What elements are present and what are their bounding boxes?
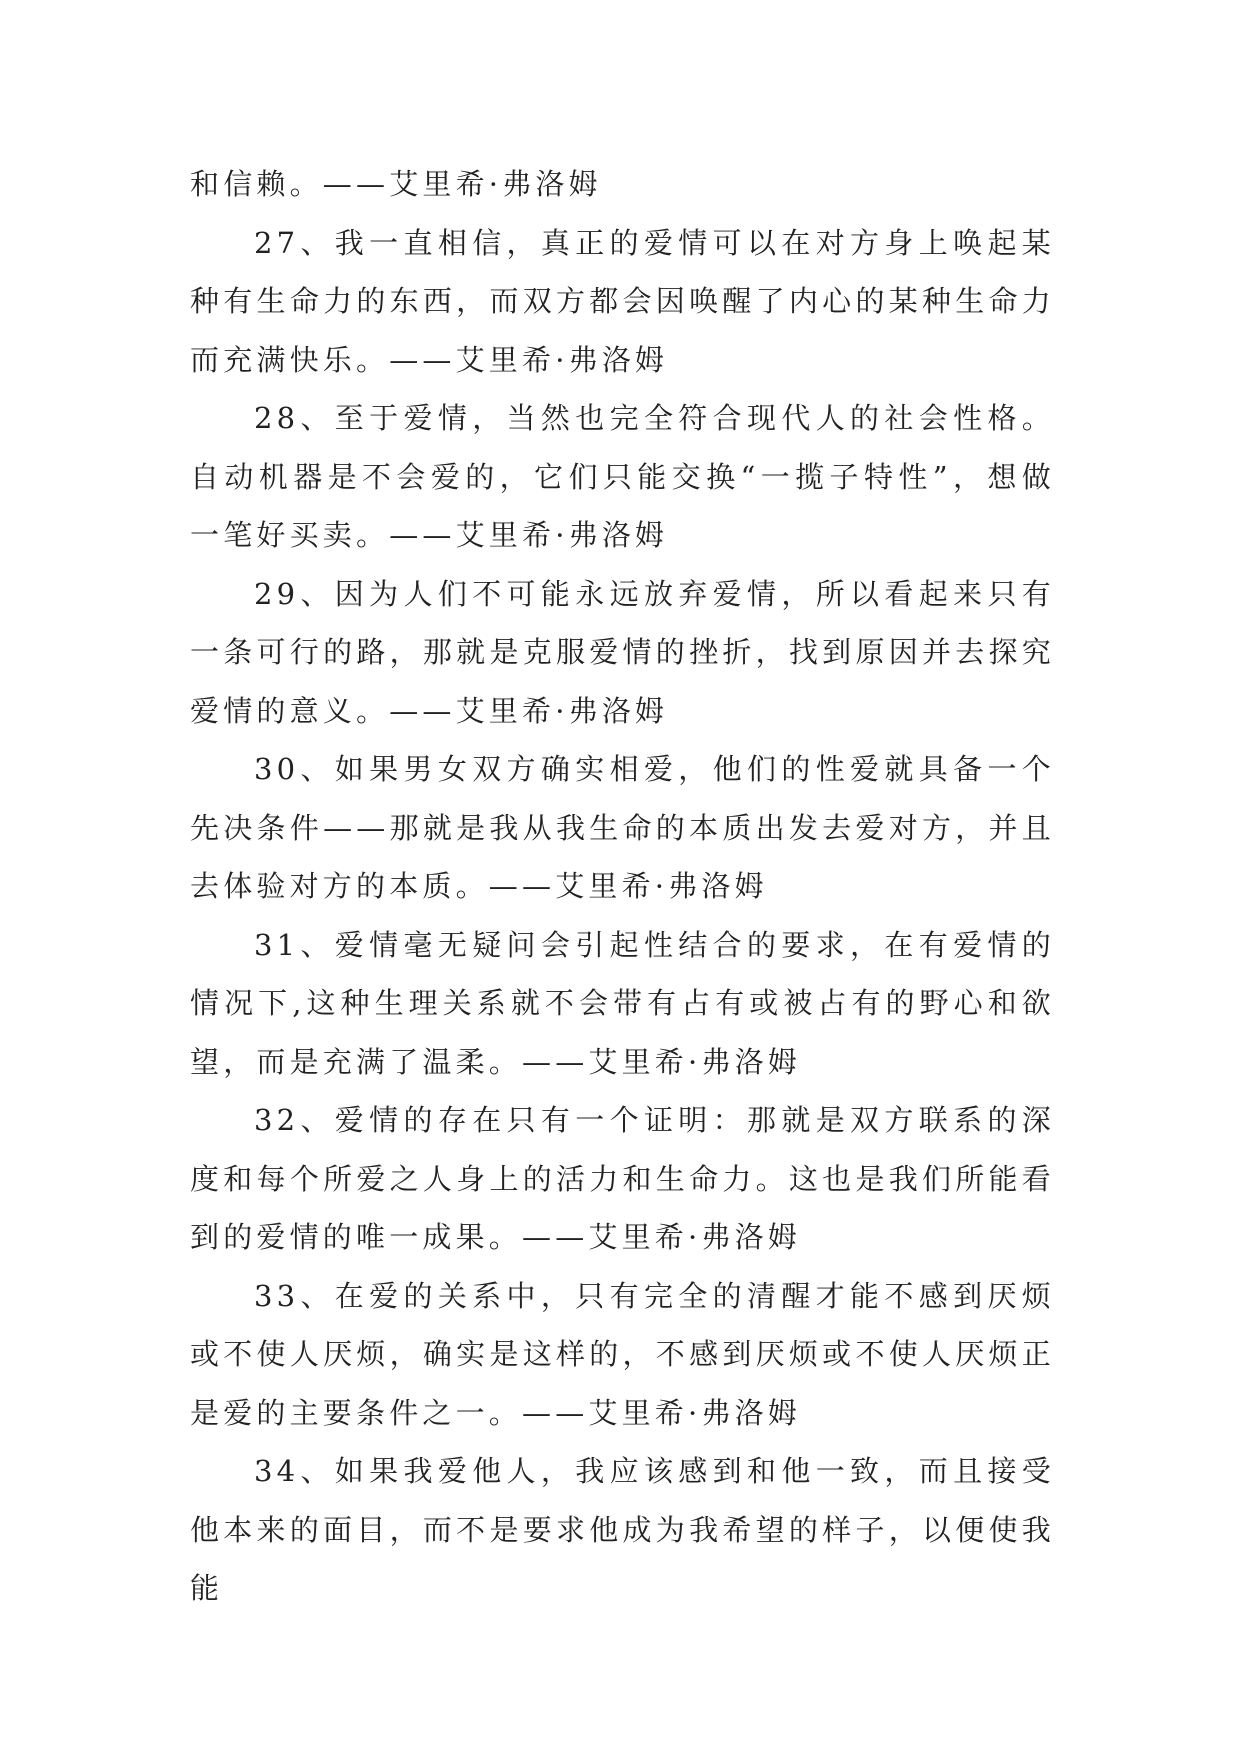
paragraph-quote-33: 33、在爱的关系中，只有完全的清醒才能不感到厌烦或不使人厌烦，确实是这样的，不感到厌烦或不使人厌烦正是爱的主要条件之一。——艾里希·弗洛姆 (190, 1278, 1055, 1430)
paragraph-continuation: 和信赖。——艾里希·弗洛姆 (190, 167, 602, 201)
document-page (190, 155, 1055, 1618)
paragraph-quote-27: 27、我一直相信，真正的爱情可以在对方身上唤起某种有生命力的东西，而双方都会因唤醒了内心的某种生命力而充满快乐。——艾里希·弗洛姆 (190, 225, 1055, 377)
paragraph-quote-28: 28、至于爱情，当然也完全符合现代人的社会性格。自动机器是不会爱的，它们只能交换“一揽子特性”，想做一笔好买卖。——艾里希·弗洛姆 (190, 401, 1055, 552)
paragraph-quote-34: 34、如果我爱他人，我应该感到和他一致，而且接受他本来的面目，而不是要求他成为我希望的样子，以便使我能 (190, 1454, 1055, 1605)
paragraph-quote-31: 31、爱情毫无疑问会引起性结合的要求，在有爱情的情况下,这种生理关系就不会带有占有或被占有的野心和欲望，而是充满了温柔。——艾里希·弗洛姆 (190, 927, 1055, 1079)
paragraph-quote-32: 32、爱情的存在只有一个证明：那就是双方联系的深度和每个所爱之人身上的活力和生命力。这也是我们所能看到的爱情的唯一成果。——艾里希·弗洛姆 (190, 1103, 1055, 1254)
paragraph-quote-30: 30、如果男女双方确实相爱，他们的性爱就具备一个先决条件——那就是我从我生命的本质出发去爱对方，并且去体验对方的本质。——艾里希·弗洛姆 (190, 752, 1055, 903)
paragraph-quote-29: 29、因为人们不可能永远放弃爱情，所以看起来只有一条可行的路，那就是克服爱情的挫折，找到原因并去探究爱情的意义。——艾里希·弗洛姆 (190, 576, 1055, 728)
